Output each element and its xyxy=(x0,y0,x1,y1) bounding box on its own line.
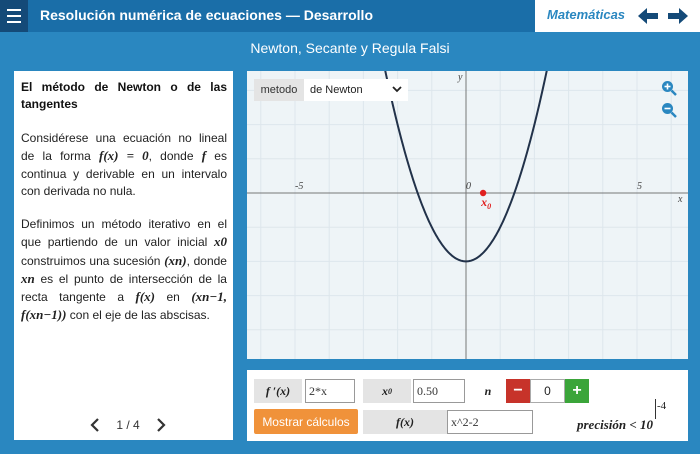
chevron-right-icon[interactable] xyxy=(154,417,168,433)
explanation-panel xyxy=(14,71,233,440)
method-label: metodo xyxy=(254,79,304,101)
y-axis-label: y xyxy=(458,72,463,83)
precision-exponent[interactable]: -4 xyxy=(657,400,667,412)
text: es continua y derivable en un intervalo con derivada no nula. xyxy=(21,149,227,198)
fx-input[interactable]: x^2-2 xyxy=(447,410,533,434)
zoom-out-icon[interactable] xyxy=(661,102,677,118)
graph-panel[interactable] xyxy=(247,71,688,359)
text: Definimos un método iterativo en el que partiendo de un valor inicial xyxy=(21,217,227,250)
text: construimos una sucesión xyxy=(21,253,161,268)
x0-label-sub: 0 xyxy=(388,386,392,396)
fprime-input[interactable]: 2*x xyxy=(305,379,355,403)
function-plot[interactable] xyxy=(247,71,688,359)
n-label: n xyxy=(473,379,503,403)
symbol-fx: f(x) xyxy=(135,289,155,305)
menu-icon[interactable] xyxy=(0,0,28,32)
section-heading: El método de Newton o de las tangentes xyxy=(21,80,227,111)
x0-point-label: $x_0$ xyxy=(481,195,492,211)
text: con el eje de las abscisas. xyxy=(69,308,210,323)
text: , donde xyxy=(148,149,194,164)
symbol-point: (xn−1, f(xn−1)) xyxy=(21,289,228,323)
precision-label: precisión < 10 xyxy=(577,417,654,432)
chevron-left-icon[interactable] xyxy=(88,417,102,433)
controls-panel xyxy=(247,370,688,441)
page-indicator: 1 / 4 xyxy=(116,418,140,432)
paragraph-definition xyxy=(21,130,227,200)
top-bar xyxy=(0,0,700,32)
x0-label: x 0 xyxy=(363,379,411,403)
text: es el punto de intersección de la recta tangente a xyxy=(21,271,227,305)
precision-cursor xyxy=(655,399,656,419)
x0-input[interactable]: 0.50 xyxy=(413,379,465,403)
fprime-label: f ′(x) xyxy=(254,379,302,403)
symbol-sequence: (xn) xyxy=(164,252,187,268)
text: en xyxy=(166,290,180,305)
symbol-xn: xn xyxy=(21,270,35,286)
page-subtitle: Newton, Secante y Regula Falsi xyxy=(250,40,450,56)
fx-label: f(x) xyxy=(363,410,447,434)
symbol-f: f xyxy=(201,148,207,164)
x-axis-label: x xyxy=(678,194,683,205)
show-calculations-button[interactable]: Mostrar cálculos xyxy=(254,409,358,434)
zoom-in-icon[interactable] xyxy=(661,80,677,96)
x0-subscript: 0 xyxy=(487,202,492,211)
symbol-x0: x0 xyxy=(214,234,227,250)
arrow-right-icon[interactable] xyxy=(668,8,688,24)
arrow-left-icon[interactable] xyxy=(638,8,658,24)
pager xyxy=(88,415,168,435)
app-title: Resolución numérica de ecuaciones — Desarrollo xyxy=(40,7,373,23)
method-selector xyxy=(254,79,408,101)
x-tick-5: 5 xyxy=(637,181,642,192)
x-tick-neg5: -5 xyxy=(295,181,304,192)
grid xyxy=(247,71,688,359)
method-dropdown[interactable] xyxy=(304,79,408,101)
text: Considérese una ecuación no lineal de la forma xyxy=(21,131,227,164)
n-increment-button[interactable]: + xyxy=(565,379,589,403)
subject-tab xyxy=(535,0,700,32)
paragraph-method xyxy=(21,216,227,325)
subject-label[interactable]: Matemáticas xyxy=(547,7,626,22)
equation-fx-zero: f(x) = 0 xyxy=(98,148,149,164)
n-decrement-button[interactable]: − xyxy=(506,379,530,403)
method-value: de Newton xyxy=(310,84,363,96)
n-value[interactable]: 0 xyxy=(530,379,565,403)
chevron-down-icon xyxy=(392,85,402,93)
text: , donde xyxy=(186,253,227,268)
x-tick-0: 0 xyxy=(466,181,471,192)
